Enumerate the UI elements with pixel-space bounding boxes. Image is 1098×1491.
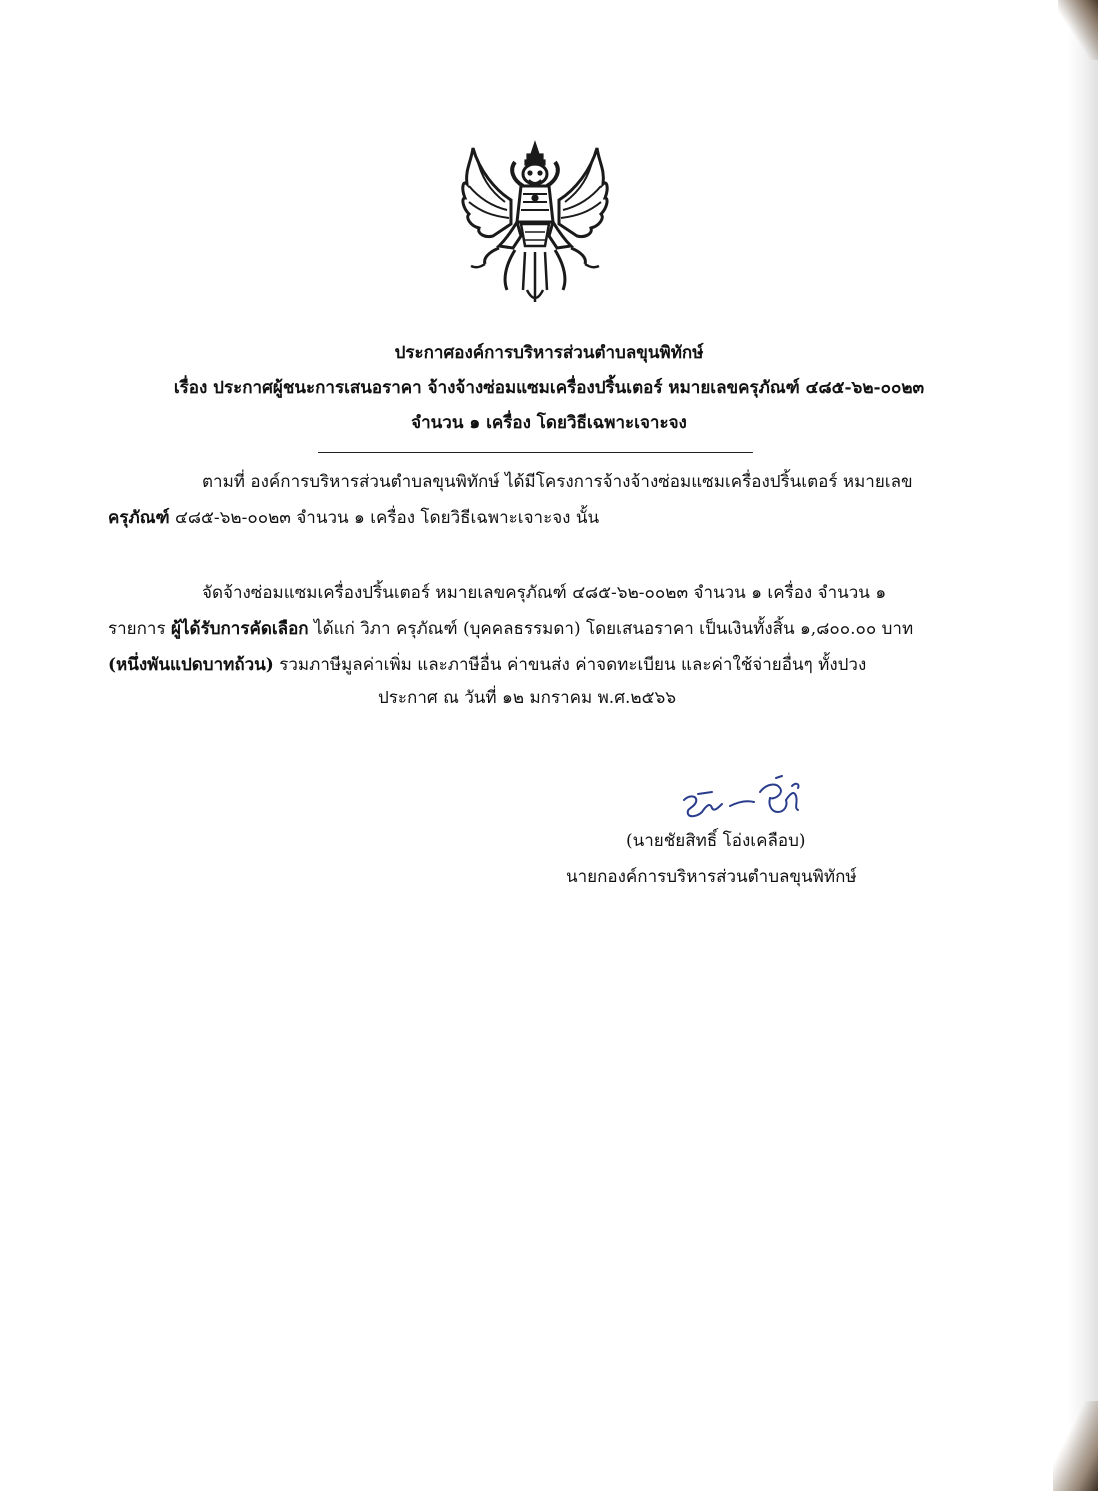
- handwritten-signature: [672, 772, 817, 827]
- paragraph-award: [108, 575, 976, 683]
- paragraph-text: รวมภาษีมูลค่าเพิ่ม และภาษีอื่น ค่าขนส่ง ค่าจดทะเบียน และค่าใช้จ่ายอื่นๆ ทั้งปวง: [273, 655, 867, 675]
- bold-term: ผู้ได้รับการคัดเลือก: [171, 619, 309, 639]
- paragraph-text: รายการ: [108, 619, 172, 639]
- announcement-header: [0, 336, 1098, 441]
- garuda-emblem-icon: [455, 140, 615, 305]
- paragraph-text: ได้แก่ วิภา ครุภัณฑ์ (บุคคลธรรมดา) โดยเสนอราคา เป็นเงินทั้งสิ้น ๑,๘๐๐.๐๐ บาท: [308, 619, 914, 639]
- header-subject: เรื่อง ประกาศผู้ชนะการเสนอราคา จ้างจ้างซ่อมแซมเครื่องปริ้นเตอร์ หมายเลขครุภัณฑ์ ๔๘๕-๖๒-๐๐๒๓: [173, 378, 925, 398]
- signer-name: (นายชัยสิทธิ์ โอ่งเคลือบ): [626, 831, 806, 851]
- header-title: ประกาศองค์การบริหารส่วนตำบลขุนพิทักษ์: [394, 343, 704, 363]
- paragraph-background: [108, 464, 976, 536]
- signer-title: นายกองค์การบริหารส่วนตำบลขุนพิทักษ์: [566, 867, 857, 887]
- bold-term: ครุภัณฑ์: [108, 508, 170, 528]
- header-method: จำนวน ๑ เครื่อง โดยวิธีเฉพาะเจาะจง: [411, 413, 687, 433]
- paper-edge-bottom: [1053, 1401, 1098, 1491]
- paper-edge-shadow: [1068, 0, 1098, 1491]
- paragraph-line: ตามที่ องค์การบริหารส่วนตำบลขุนพิทักษ์ ได้มีโครงการจ้างจ้างซ่อมแซมเครื่องปริ้นเตอร์ หมายเลข: [202, 472, 913, 492]
- paragraph-line: [108, 647, 976, 683]
- header-divider: [318, 452, 753, 453]
- announcement-date: ประกาศ ณ วันที่ ๑๒ มกราคม พ.ศ.๒๕๖๖: [378, 688, 677, 708]
- paragraph-line: [108, 500, 976, 536]
- paragraph-text: ๔๘๕-๖๒-๐๐๒๓ จำนวน ๑ เครื่อง โดยวิธีเฉพาะเจาะจง นั้น: [169, 508, 600, 528]
- paragraph-line: จัดจ้างซ่อมแซมเครื่องปริ้นเตอร์ หมายเลขครุภัณฑ์ ๔๘๕-๖๒-๐๐๒๓ จำนวน ๑ เครื่อง จำนวน ๑: [202, 583, 887, 603]
- amount-in-words: (หนึ่งพันแปดบาทถ้วน): [108, 655, 274, 675]
- paper-edge-top: [1058, 0, 1098, 60]
- paragraph-line: [108, 611, 976, 647]
